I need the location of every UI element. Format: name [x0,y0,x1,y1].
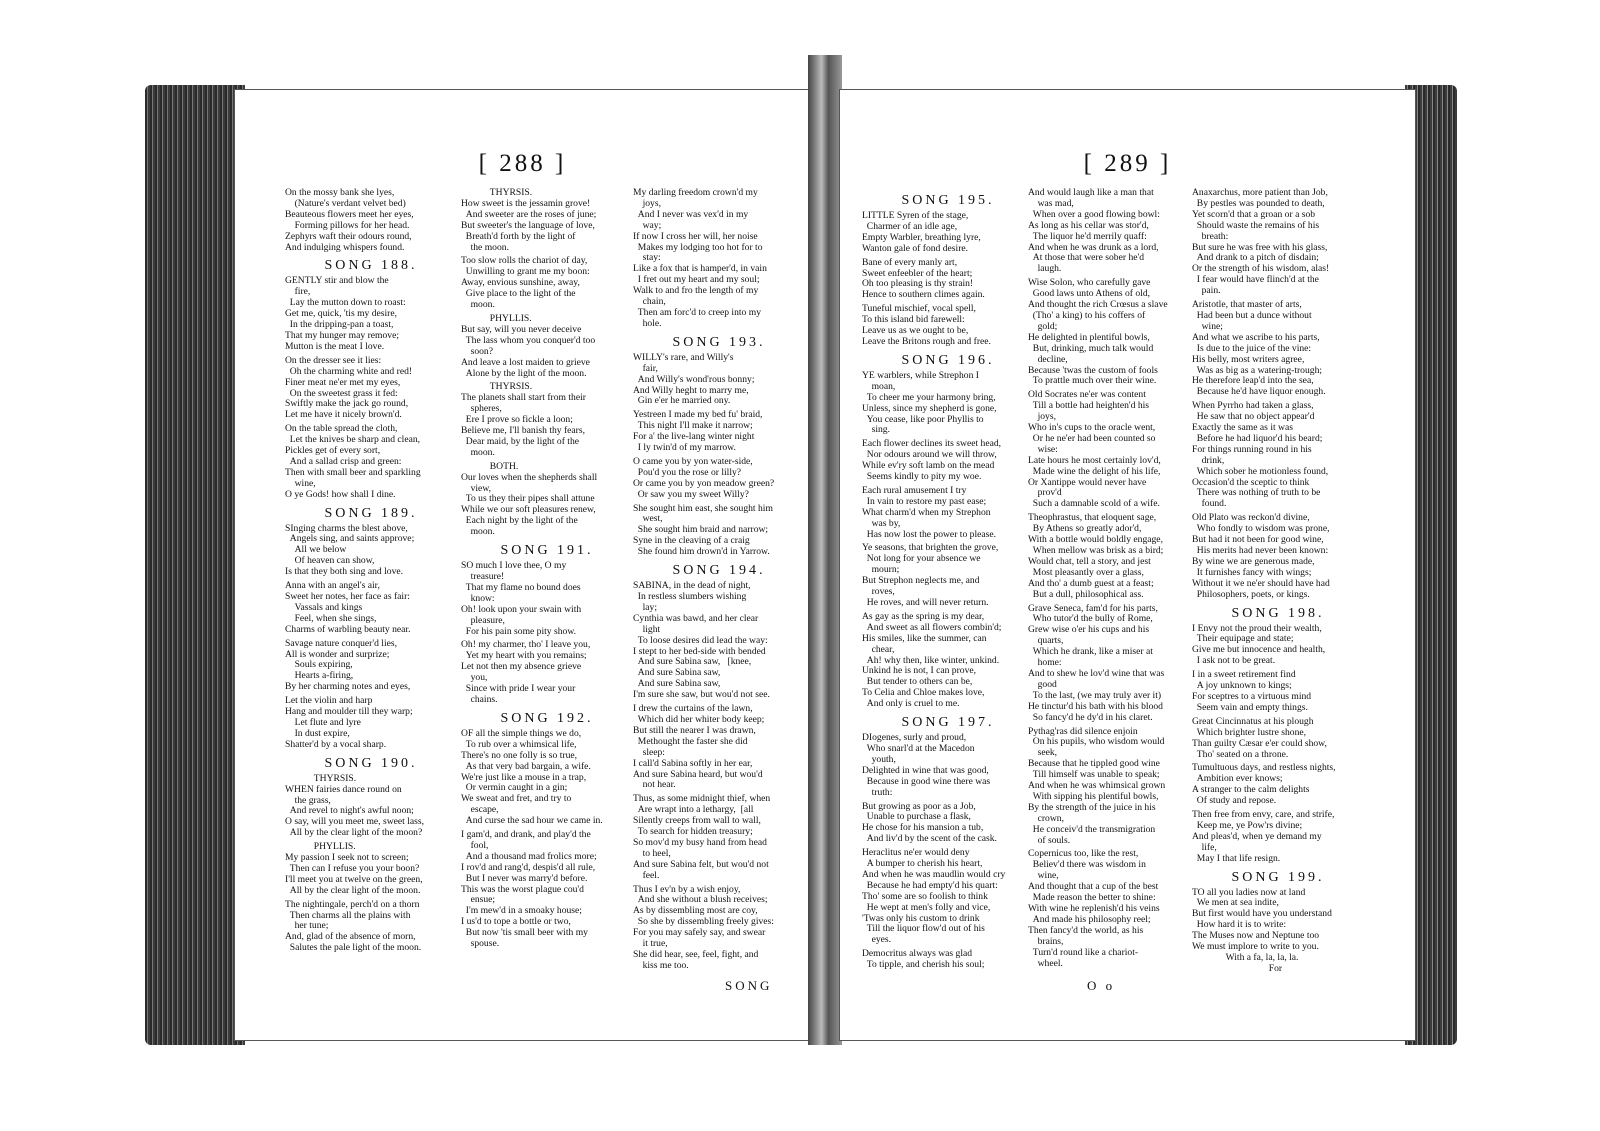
verse-stanza: Tuneful mischief, vocal spell, To this island bid farewell: Leave us as we ought to be, Leave the Britons rough and free. [862,303,991,347]
song-heading: SONG 192. [500,710,594,726]
verse-stanza: OF all the simple things we do, To rub over a whimsical life, There's no one folly is so true, As that very bad bargain, a wife. We're just like a mouse in a trap, Or vermin caught in a gin; We sweat and fret, and try to escape, And curse the sad hour we came in. [461,727,603,827]
verse-stanza: THYRSIS. WHEN fairies dance round on the grass, And revel to night's awful noon; O say, will you meet me, sweet lass, All by the clear light of the moon? [285,772,424,839]
verse-stanza: My darling freedom crown'd my joys, And I never was vex'd in my way; If now I cross her will, her noise Makes my lodging too hot for to stay: Like a fox that is hamper'd, in vain I fret out my heart and my soul; Walk to and fro the length of my chain, Then am forc'd to creep into my hole. [633,187,767,329]
verse-stanza: DIogenes, surly and proud, Who snarl'd at the Macedon youth, Delighted in wine that was good, Because in good wine there was truth: [862,732,991,798]
song-heading: SONG 188. [324,258,418,274]
catchword: SONG [725,978,773,993]
verse-stanza: Tumultuous days, and restless nights, Ambition ever knows; A stranger to the calm delights Of study and repose. [1192,762,1336,807]
verse-stanza: Pythag'ras did silence enjoin On his pupils, who wisdom would seek, Because that he tippled good wine Till himself was unable to speak; And when he was whimsical grown With sipping his plentiful bowls, By the strength of the juice in his crown, He conceiv'd the transmigration of souls. [1028,725,1166,846]
verse-stanza: Copernicus too, like the rest, Believ'd there was wisdom in wine, And thought that a cup of the best Made reason the better to shine: With wine he replenish'd his veins And made his philosophy reel; Then fancy'd the world, as his brains, Turn'd round like a chariot- wheel. [1028,848,1160,969]
song-heading: SONG 199. [1231,869,1325,885]
verse-stanza: On the mossy bank she lyes, (Nature's verdant velvet bed) Beauteous flowers meet her eyes, Forming pillows for her head. Zephyrs waft their odours round, And indulging whispers found. [285,187,414,253]
verse-stanza: I in a sweet retirement find A joy unknown to kings; For sceptres to a virtuous mind Seem vain and empty things. [1192,669,1312,713]
verse-stanza: When Pyrrho had taken a glass, He saw that no object appear'd Exactly the same as it was Before he had liquor'd his beard; For things running round in his drink, Which sober he motionless found, Occasion'd the sceptic to think There was nothing of truth to be found. [1192,400,1329,510]
text-column [461,188,633,953]
song-heading: SONG 194. [672,563,766,579]
verse-stanza: Bane of every manly art, Sweet enfeebler of the heart; Oh too pleasing is thy strain! Hence to southern climes again. [862,256,985,301]
verse-stanza: THYRSIS. How sweet is the jessamin grove! And sweeter are the roses of june; But sweeter's the language of love, Breath'd forth by the light of the moon. [461,187,597,253]
song-heading: SONG 196. [901,352,995,368]
verse-stanza: Anna with an angel's air, Sweet her notes, her face as fair: Vassals and kings Feel, when she sings, Charms of warbling beauty near. [285,580,411,635]
page-number: [ 288 ] [478,150,567,177]
text-column [285,188,457,957]
book-gutter [808,55,842,1045]
verse-stanza: SInging charms the blest above, Angels sing, and saints approve; All we below Of heaven can show, Is that they both sing and love. [285,522,415,578]
verse-stanza: The nightingale, perch'd on a thorn Then charms all the plains with her tune; And, glad of the absence of morn, Salutes the pale light of the moon. [285,898,422,954]
verse-stanza: SO much I love thee, O my treasure! That my flame no bound does know: Oh! look upon your swain with pleasure, For his pain some pity show. [461,560,582,637]
verse-stanza: PHYLLIS. But say, will you never deceive The lass whom you conquer'd too soon? And leave a lost maiden to grieve Alone by the light of the moon. [461,312,596,379]
song-heading: SONG 190. [324,755,418,771]
verse-stanza: BOTH. Our loves when the shepherds shall view, To us they their pipes shall attune While we our soft pleasures renew, Each night by the light of the moon. [461,460,598,538]
left-page [235,90,810,1040]
verse-stanza: I gam'd, and drank, and play'd the fool, And a thousand mad frolics more; I rov'd and rang'd, despis'd all rule, But I never was marry'd before. This was the worst plague cou'd ensue; I'm mew'd in a smoaky house; I us'd to tope a bottle or two, But now 'tis small beer with my spouse. [461,829,597,950]
verse-stanza: Democritus always was glad To tipple, and cherish his soul; [862,948,985,971]
verse-stanza: Aristotle, that master of arts, Had been but a dunce without wine; And what we ascribe to his parts, Is due to the juice of the vine: His belly, most writers agree, Was as big as a watering-trough; He therefore leap'd into the sea, Because he'd have liquor enough. [1192,299,1326,398]
verse-stanza: Too slow rolls the chariot of day, Unwilling to grant me my boon: Away, envious sunshine, away, Give place to the light of the moon. [461,255,590,311]
page-number: [ 289 ] [1083,150,1172,177]
verse-stanza: Oh! my charmer, tho' I leave you, Yet my heart with you remains; Let not then my absence grieve you, Since with pride I wear your chains. [461,639,591,705]
verse-stanza: Ye seasons, that brighten the grove, Not long for your absence we mourn; But Strephon neglects me, and roves, He roves, and will never return. [862,542,999,608]
verse-stanza: Grave Seneca, fam'd for his parts, Who tutor'd the bully of Rome, Grew wise o'er his cups and his quarts, Which he drank, like a miser at home: And to shew he lov'd wine that was good To the last, (we may truly aver it) He tinctur'd his bath with his blood So fancy'd he dy'd in his claret. [1028,602,1165,723]
verse-stanza: Heraclitus ne'er would deny A bumper to cherish his heart, And when he was maudlin would cry Because he had empty'd his quart: Tho' some are so foolish to think He wept at men's folly and vice, 'Twas only his custom to drink Till the liquor flow'd out of his eyes. [862,847,1006,946]
song-heading: SONG 195. [901,193,995,208]
song-heading: SONG 191. [500,543,594,559]
song-heading: SONG 198. [1231,605,1325,621]
verse-stanza: I drew the curtains of the lawn, Which did her whiter body keep; But still the nearer I was drawn, Methought the faster she did sleep: I call'd Sabina softly in her ear, And sure Sabina heard, but wou'd not hear. [633,703,765,791]
verse-stanza: Thus I ev'n by a wish enjoy, And she without a blush receives; As by dissembling most are coy, So she by dissembling freely gives: For you may safely say, and swear it true, She did hear, see, feel, fight, and kiss me too. [633,883,774,971]
verse-stanza: Savage nature conquer'd lies, All is wonder and surprize; Souls expiring, Hearts a-firing, By her charming notes and eyes, [285,637,411,693]
text-column [862,188,1034,974]
verse-stanza: O came you by yon water-side, Pou'd you the rose or lilly? Or came you by yon meadow green? Or saw you my sweet Willy? [633,455,775,500]
verse-stanza: Great Cincinnatus at his plough Which brighter lustre shone, Than guilty Cæsar e'er could show, Tho' seated on a throne. [1192,715,1327,760]
verse-stanza: As gay as the spring is my dear, And sweet as all flowers combin'd; His smiles, like the summer, can chear, Ah! why then, like winter, unkind. Unkind he is not, I can prove, But tender to others can be, To Celia and Chloe makes love, And only is cruel to me. [862,610,1002,710]
verse-stanza: Each rural amusement I try In vain to restore my past ease; What charm'd when my Strephon was by, Has now lost the power to please. [862,484,997,540]
verse-stanza: On the table spread the cloth, Let the knives be sharp and clean, Pickles get of every sort, And a sallad crisp and green: Then with small beer and sparkling wine, O ye Gods! how shall I dine. [285,423,421,500]
verse-stanza: Each flower declines its sweet head, Nor odours around we will throw, While ev'ry soft lamb on the mead Seems kindly to pity my woe. [862,438,1002,483]
verse-stanza: Old Plato was reckon'd divine, Who fondly to wisdom was prone, But had it not been for good wine, His merits had never been known: By wine we are generous made, It furnishes fancy with wings; Without it we ne'er should have had Philosophers, poets, or kings. [1192,512,1330,600]
right-page [840,90,1415,1040]
verse-stanza: SABINA, in the dead of night, In restless slumbers wishing lay; Cynthia was bawd, and her clear light To loose desires did lead the way: I stept to her bed-side with bended And sure Sabina saw, [knee, And sure Sabina saw, And sure Sabina saw, I'm sure she saw, but wou'd not see. [633,580,770,701]
verse-stanza: Yestreen I made my bed fu' braid, This night I'll make it narrow; For a' the live-lang winter night I ly twin'd of my marrow. [633,409,763,454]
verse-stanza: Wise Solon, who carefully gave Good laws unto Athens of old, And thought the rich Crœsus a slave (Tho' a king) to his coffers of gold; He delighted in plentiful bowls, But, drinking, much talk would decline, Because 'twas the custom of fools To prattle much over their wine. [1028,277,1168,387]
verse-stanza: On the dresser see it lies: Oh the charming white and red! Finer meat ne'er met my eyes, On the sweetest grass it fed: Swiftly make the jack go round, Let me have it nicely brown'd. [285,354,413,421]
verse-stanza: PHYLLIS. My passion I seek not to screen; Then can I refuse you your boon? I'll meet you at twelve on the green, All by the clear light of the moon. [285,841,423,896]
verse-stanza: THYRSIS. The planets shall start from their spheres, Ere I prove so fickle a loon; Believe me, I'll banish thy fears, Dear maid, by the light of the moon. [461,381,586,458]
verse-stanza: Let the violin and harp Hang and moulder till they warp; Let flute and lyre In dust expire, Shatter'd by a vocal sharp. [285,695,413,750]
verse-stanza: YE warblers, while Strephon I moan, To cheer me your harmony bring, Unless, since my shepherd is gone, You cease, like poor Phyllis to sing. [862,369,997,436]
verse-stanza: Then free from envy, care, and strife, Keep me, ye Pow'rs divine; And pleas'd, when ye demand my life, May I that life resign. [1192,809,1335,864]
verse-stanza: LITTLE Syren of the stage, Charmer of an idle age, Empty Warbler, breathing lyre, Wanton gale of fond desire. [862,210,981,254]
verse-stanza: Anaxarchus, more patient than Job, By pestles was pounded to death, Yet scorn'd that a groan or a sob Should waste the remains of his breath: But sure he was free with his glass, And drank to a pitch of disdain; Or the strength of his wisdom, alas! I fear would have flinch'd at the pain. [1192,187,1330,297]
book-edge-left [145,85,245,1045]
verse-stanza: She sought him east, she sought him west, She sought him braid and narrow; Syne in the cleaving of a craig She found him drown'd in Yarrow. [633,502,773,558]
song-heading: SONG 189. [324,505,418,521]
verse-stanza: TO all you ladies now at land We men at sea indite, But first would have you understand How hard it is to write: The Muses now and Neptune too We must implore to write to you. With a fa, la, la, la. For [1192,886,1332,974]
song-heading: SONG 193. [672,334,766,350]
verse-stanza: I Envy not the proud their wealth, Their equipage and state; Give me but innocence and health, I ask not to be great. [1192,622,1326,667]
text-column [1028,188,1200,972]
verse-stanza: Theophrastus, that eloquent sage, By Athens so greatly ador'd, With a bottle would boldly engage, When mellow was brisk as a bird; Would chat, tell a story, and jest Most pleasantly over a glass, And tho' a dumb guest at a feast; But a dull, philosophical ass. [1028,512,1164,600]
text-column [1192,188,1364,978]
verse-stanza: But growing as poor as a Job, Unable to purchase a flask, He chose for his mansion a tub, And liv'd by the scent of the cask. [862,800,997,845]
song-heading: SONG 197. [901,715,995,731]
verse-stanza: GENTLY stir and blow the fire, Lay the mutton down to roast: Get me, quick, 'tis my desire, In the dripping-pan a toast, That my hunger may remove; Mutton is the meat I love. [285,275,406,352]
verse-stanza: And would laugh like a man that was mad, When over a good flowing bowl: As long as his cellar was stor'd, The liquor he'd merrily quaff: And when he was drunk as a lord, At those that were sober he'd laugh. [1028,187,1160,275]
signature-mark: O o [1087,978,1116,993]
verse-stanza: WILLY's rare, and Willy's fair, And Willy's wond'rous bonny; And Willy heght to marry me, Gin e'er he married ony. [633,351,755,407]
verse-stanza: Thus, as some midnight thief, when Are wrapt into a lethargy, [all Silently creeps from wall to wall, To search for hidden treasury; So mov'd my busy hand from head to heel, And sure Sabina felt, but wou'd not feel. [633,793,771,881]
verse-stanza: Old Socrates ne'er was content Till a bottle had heighten'd his joys, Who in's cups to the oracle went, Or he ne'er had been counted so wise: Late hours he most certainly lov'd, Made wine the delight of his life, Or Xantippe would never have prov'd Such a damnable scold of a wife. [1028,389,1161,510]
text-column [633,188,805,975]
